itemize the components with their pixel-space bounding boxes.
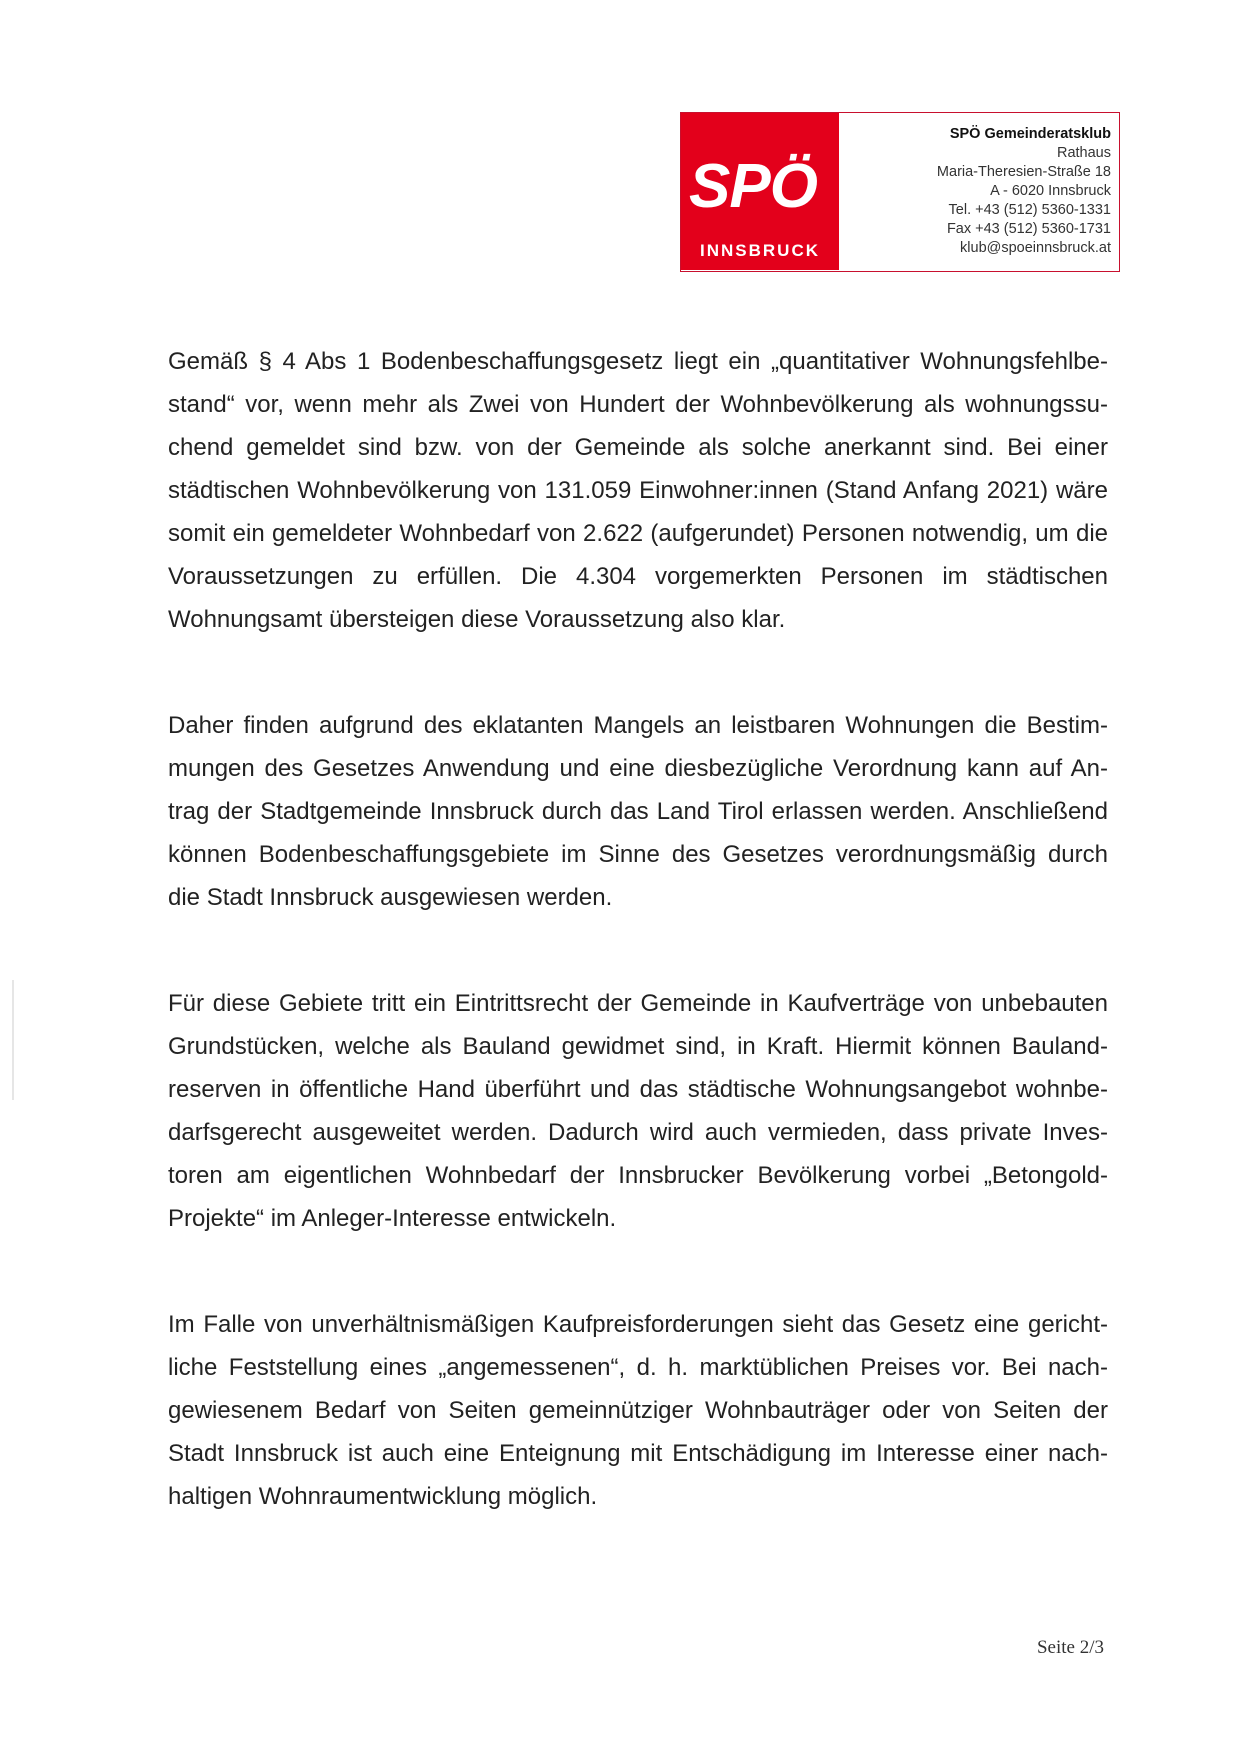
contact-street: Maria-Theresien-Straße 18 [936, 164, 1111, 180]
spoe-logo [681, 113, 839, 270]
logo-wordmark: SPÖ [689, 152, 817, 221]
contact-building: Rathaus [1056, 145, 1111, 161]
contact-email: klub@spoeinnsbruck.at [960, 240, 1111, 256]
paragraph-1: Gemäß § 4 Abs 1 Bodenbeschaffungsgesetz liegt ein „quantitativer Wohnungsfehlbestand“ vor, wenn mehr als Zwei von Hundert der Wohnbevölkerung als wohnungssuchend gemeldet sind bzw. von der Gemeinde als solche anerkannt sind. Bei einer städtischen Wohnbevölkerung von 131.059 Einwohner:innen (Stand Anfang 2021) wäre somit ein gemeldeter Wohnbedarf von 2.622 (aufgerundet) Personen notwendig, um die Voraussetzungen zu erfüllen. Die 4.304 vorgemerkten Personen im städtischen Wohnungsamt übersteigen diese Voraussetzung also klar. [168, 348, 1108, 633]
paragraph-2: Daher finden aufgrund des eklatanten Mangels an leistbaren Wohnungen die Bestimmungen des Gesetzes Anwendung und eine diesbezügliche Verordnung kann auf Antrag der Stadtgemeinde Innsbruck durch das Land Tirol erlassen werden. Anschließend können Bodenbeschaffungsgebiete im Sinne des Gesetzes verordnungsmäßig durch die Stadt Innsbruck ausgewiesen werden. [168, 712, 1108, 911]
contact-block [937, 125, 1111, 258]
contact-city: A - 6020 Innsbruck [990, 183, 1111, 199]
letterhead [680, 112, 1120, 272]
paragraph-4: Im Falle von unverhältnismäßigen Kaufpreisforderungen sieht das Gesetz eine gerichtliche Feststellung eines „angemessenen“, d. h. marktüblichen Preises vor. Bei nachgewiesenem Bedarf von Seiten gemeinnütziger Wohnbauträger oder von Seiten der Stadt Innsbruck ist auch eine Enteignung mit Entschädigung im Interesse einer nachhaltigen Wohnraumentwicklung möglich. [168, 1311, 1108, 1510]
contact-fax: Fax +43 (512) 5360-1731 [946, 221, 1111, 237]
contact-tel: Tel. +43 (512) 5360-1331 [948, 202, 1111, 218]
logo-city: INNSBRUCK [700, 241, 820, 260]
contact-org: SPÖ Gemeinderatsklub [949, 126, 1111, 142]
document-body [168, 340, 1108, 1581]
page-number: Seite 2/3 [1036, 1637, 1104, 1658]
scan-edge-mark [12, 980, 14, 1100]
paragraph-3: Für diese Gebiete tritt ein Eintrittsrecht der Gemeinde in Kaufverträge von unbebauten Grundstücken, welche als Bauland gewidmet sind, in Kraft. Hiermit können Baulandreserven in öffentliche Hand überführt und das städtische Wohnungsangebot wohnbedarfsgerecht ausgeweitet werden. Dadurch wird auch vermieden, dass private Investoren am eigentlichen Wohnbedarf der Innsbrucker Bevölkerung vorbei „Betongold-Projekte“ im Anleger-Interesse entwickeln. [168, 990, 1108, 1232]
